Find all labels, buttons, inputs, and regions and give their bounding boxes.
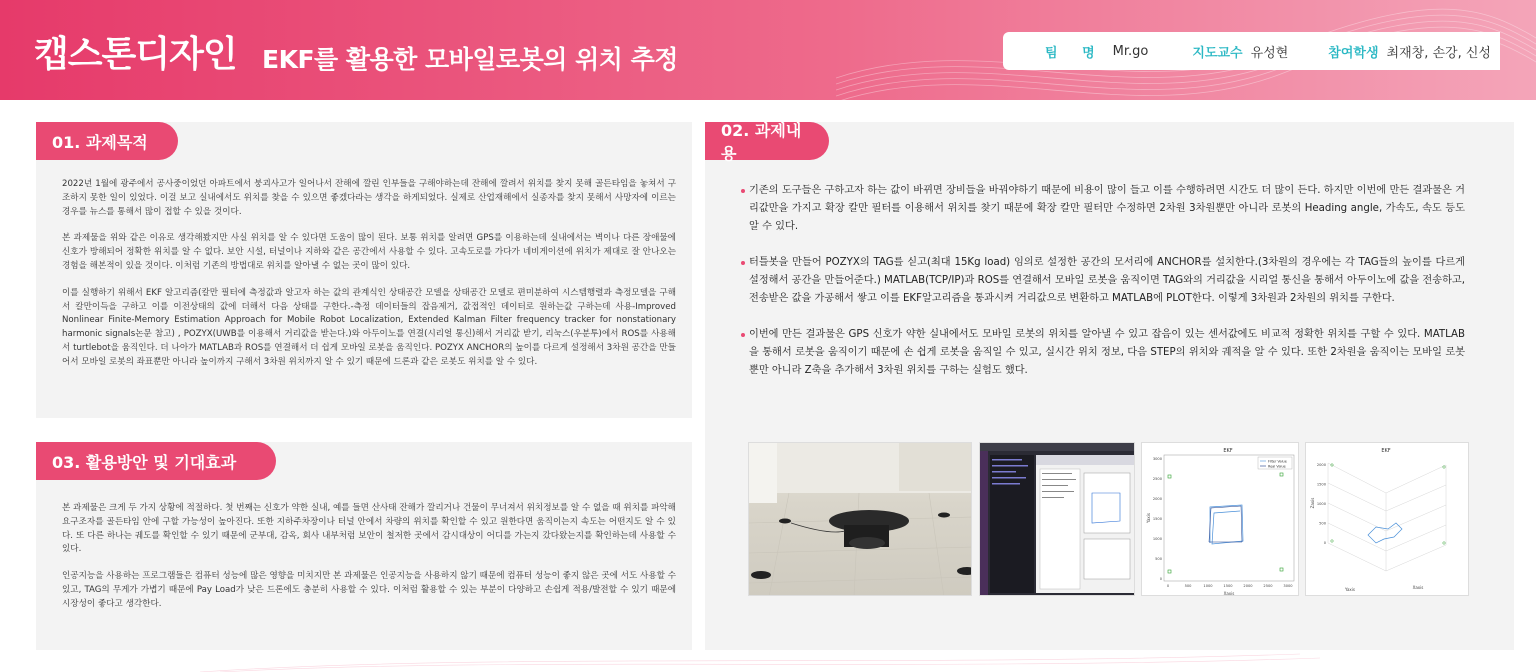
plot-title: EKF — [1223, 448, 1233, 454]
y-tick-label: 2000 — [1152, 497, 1162, 502]
y-axis-label: Yaxis — [1345, 587, 1355, 592]
list-item — [741, 182, 1465, 236]
z-axis-label: Zaxis — [1310, 497, 1315, 509]
robot-photo — [748, 442, 972, 596]
x-tick-label: 2000 — [1243, 584, 1253, 588]
team-value: Mr.go — [1112, 43, 1149, 59]
y-tick-label: 0 — [1159, 577, 1162, 582]
y-tick-label: 2500 — [1152, 477, 1162, 482]
x-tick-label: 0 — [1166, 584, 1170, 588]
list-item — [741, 254, 1465, 308]
section-purpose-title: 01. 과제목적 — [36, 122, 178, 160]
x-tick-label: 2500 — [1263, 584, 1273, 588]
paragraph: 본 과제물을 위와 같은 이유로 생각해봤지만 사실 위치를 알 수 있다면 도움이 많이 된다. 보통 위치를 알려면 GPS를 이용하는데 실내에서는 벽이나 다른 장애물에 신호가 방해되어 정확한 위치를 알 수 없다. 보안 시설, 터널이나 지하와 같은 공간에서 사용할 수 있다. 고속도로를 가다가 네비게이션에 위치가 제대로 잘 안나오는 경험을 해본적이 있을 것이다. 이처럼 기존의 방법대로 위치를 알아낼 수 없는 곳이 많이 있다. — [62, 233, 676, 271]
matlab-screen-capture — [979, 442, 1135, 596]
x-tick-label: 500 — [1184, 584, 1192, 588]
y-axis-label: Yaxis — [1146, 513, 1151, 523]
advisor-value: 유성현 — [1250, 45, 1289, 61]
paragraph: 이를 실행하기 위해서 EKF 알고리즘(칼만 필터에 측정값과 알고자 하는 값의 관계식인 상태공간 모델을 상태공간 모델로 편미분하여 시스템행렬과 측정모델을 구해서 칼만이득을 구하고 이를 이전상태의 값에 더해서 다음 상태를 구한다.-측정 데이터들의 잡음제거, 값접적인 데이터로 원하는값 구하는데 사용-Improved Nonlinear Finite-Memory Estimation Approach for Mobile Robot Localization, Extended Kalman Filter frequency tracker for nonstationary harmonic signals논문 참고) , POZYX(UWB를 이용해서 거리값을 받는다.)와 아두이노를 연결(시리얼 통신)해서 거리값 받기, 리눅스(우분투)에서 ROS를 사용해서 turtlebot을 움직인다. 더 나아가 MATLAB과 ROS를 연결해서 더 쉽게 모바일 로봇을 움직인다. POZYX ANCHOR의 높이를 다르게 설정해서 3차원 공간을 만들어서 모바일 로봇의 좌표뿐만 아니라 높이까지 구해서 3차원 위치까지 알 수 있기 때문에 드론과 같은 로봇도 위치를 알 수 있다. — [62, 287, 676, 367]
legend-item: Real Value — [1268, 464, 1286, 469]
section-purpose-body — [62, 178, 676, 383]
project-title: EKF를 활용한 모바일로봇의 위치 추정 — [262, 45, 678, 74]
x-tick-label: 1000 — [1203, 584, 1213, 588]
section-application — [36, 442, 692, 650]
z-tick-label: 1500 — [1316, 482, 1326, 487]
members-label: 참여학생 — [1328, 45, 1379, 61]
x-tick-label: 1500 — [1223, 584, 1233, 588]
x-axis-label: Xaxis — [1412, 585, 1424, 590]
bullet-dot-icon — [741, 333, 745, 337]
page-title: 캡스톤디자인 — [34, 34, 237, 75]
bullet-dot-icon — [741, 189, 745, 193]
members-value: 최재창, 손강, 신성 — [1386, 45, 1491, 61]
advisor-label: 지도교수 — [1192, 45, 1243, 61]
bullet-text: 기존의 도구들은 구하고자 하는 값이 바뀌면 장비들을 바꿔야하기 때문에 비용이 많이 들고 이를 수행하려면 시간도 더 많이 든다. 하지만 이번에 만든 결과물은 거리값만을 가지고 확장 칼만 필터를 이용해서 위치를 찾기 때문에 확장 칼만 필터만 수정하면 2차원 3차원뿐만 아니라 로봇의 Heading angle, 가속도, 속도 등도 알 수 있다. — [749, 185, 1465, 232]
x-tick-label: 3000 — [1283, 584, 1293, 588]
paragraph: 본 과제물은 크게 두 가지 상황에 적절하다. 첫 번째는 신호가 약한 실내, 예를 들면 산사태 잔해가 깔리거나 건물이 무너져서 위치정보를 알 수 없을 때 위치를 파악해 요구조자를 골든타임 안에 구할 가능성이 높아진다. 또한 지하주차장이나 터널 안에서 차량의 위치를 확인할 수 있고 원한다면 움직이는지 속도는 어떤지도 알 수 있다. 또 다른 하나는 궤도를 확인할 수 있기 때문에 군부대, 감옥, 회사 내부처럼 보안이 철저한 곳에서 감시대상이 어디를 가는지 갔다왔는지를 확인하는데 사용할 수 있다. — [62, 503, 676, 555]
list-item — [741, 326, 1465, 380]
bullet-text: 이번에 만든 결과물은 GPS 신호가 약한 실내에서도 모바일 로봇의 위치를 알아낼 수 있고 잡음이 있는 센서값에도 비교적 정확한 위치를 구할 수 있다. MATLAB을 통해서 로봇을 움직이기 때문에 손 쉽게 로봇을 움직일 수 있고, 실시간 위치 정보, 다음 STEP의 위치와 궤적을 알 수 있다. 또한 2차원을 움직이는 모바일 로봇뿐만 아니라 Z축을 추가해서 3차원 위치를 구하는 실험도 했다. — [749, 329, 1465, 376]
team-label: 팀 명 — [1045, 45, 1105, 61]
team-info-box — [1003, 32, 1500, 70]
section-content-title: 02. 과제내용 — [705, 122, 829, 160]
y-tick-label: 3000 — [1152, 457, 1162, 462]
ekf-2d-plot — [1141, 442, 1299, 596]
figure-row — [748, 442, 1469, 596]
paragraph: 2022년 1월에 광주에서 공사중이었던 아파트에서 붕괴사고가 일어나서 잔해에 깔린 인부들을 구해야하는데 잔해에 깔려서 위치를 찾지 못해 골든타임을 놓쳐서 구조하지 못한 일이 있었다. 이걸 보고 실내에서도 위치를 찾을 수 있으면 좋겠다라는 생각을 하게되었다. 실제로 산업재해에서 실종자를 찾지 못해서 사망자에 이르는 경우를 뉴스를 통해서 많이 접할 수 있을 것이다. — [62, 179, 676, 217]
decorative-bottom-lines — [0, 648, 1536, 672]
z-tick-label: 1000 — [1316, 502, 1326, 507]
bullet-dot-icon — [741, 261, 745, 265]
content-bullet-list — [741, 182, 1465, 398]
bullet-text: 터틀봇을 만들어 POZYX의 TAG를 싣고(최대 15Kg load) 임의로 설정한 공간의 모서리에 ANCHOR를 설치한다.(3차원의 경우에는 각 TAG들의 높이를 다르게 설정해서 공간을 만들어준다.) MATLAB(TCP/IP)과 ROS를 연결해서 모바일 로봇을 움직이면 TAG와의 거리값을 시리얼 통신을 통해서 아두이노에 값을 전송하고, 전송받은 값을 가공해서 쌓고 이를 EKF알고리즘을 통과시켜 거리값으로 변환하고 MATLAB에 PLOT한다. 이렇게 3차원과 2차원의 위치를 구한다. — [749, 257, 1465, 304]
y-tick-label: 1000 — [1152, 537, 1162, 542]
y-tick-label: 1500 — [1152, 517, 1162, 522]
section-application-body — [62, 502, 676, 625]
legend-item: Filter Value — [1268, 459, 1287, 464]
z-tick-label: 0 — [1323, 541, 1326, 546]
plot-title: EKF — [1381, 448, 1391, 454]
header-band — [0, 0, 1536, 100]
y-tick-label: 500 — [1155, 557, 1162, 562]
z-tick-label: 2000 — [1316, 463, 1326, 468]
section-content — [705, 122, 1514, 650]
section-purpose — [36, 122, 692, 418]
ekf-3d-plot — [1305, 442, 1469, 596]
section-application-title: 03. 활용방안 및 기대효과 — [36, 442, 276, 480]
paragraph: 인공지능을 사용하는 프로그램들은 컴퓨터 성능에 많은 영향을 미치지만 본 과제물은 인공지능을 사용하지 않기 때문에 컴퓨터 성능이 좋지 않은 곳에 서도 사용할 수 있고, TAG의 무게가 가볍기 때문에 Pay Load가 낮은 드론에도 충분히 사용할 수 있다. 이처럼 활용할 수 있는 부분이 다양하고 손쉽게 적용/발전할 수 있기 때문에 시장성이 좋다고 생각한다. — [62, 571, 676, 609]
z-tick-label: 500 — [1319, 521, 1326, 526]
x-axis-label: Xaxis — [1223, 591, 1235, 596]
